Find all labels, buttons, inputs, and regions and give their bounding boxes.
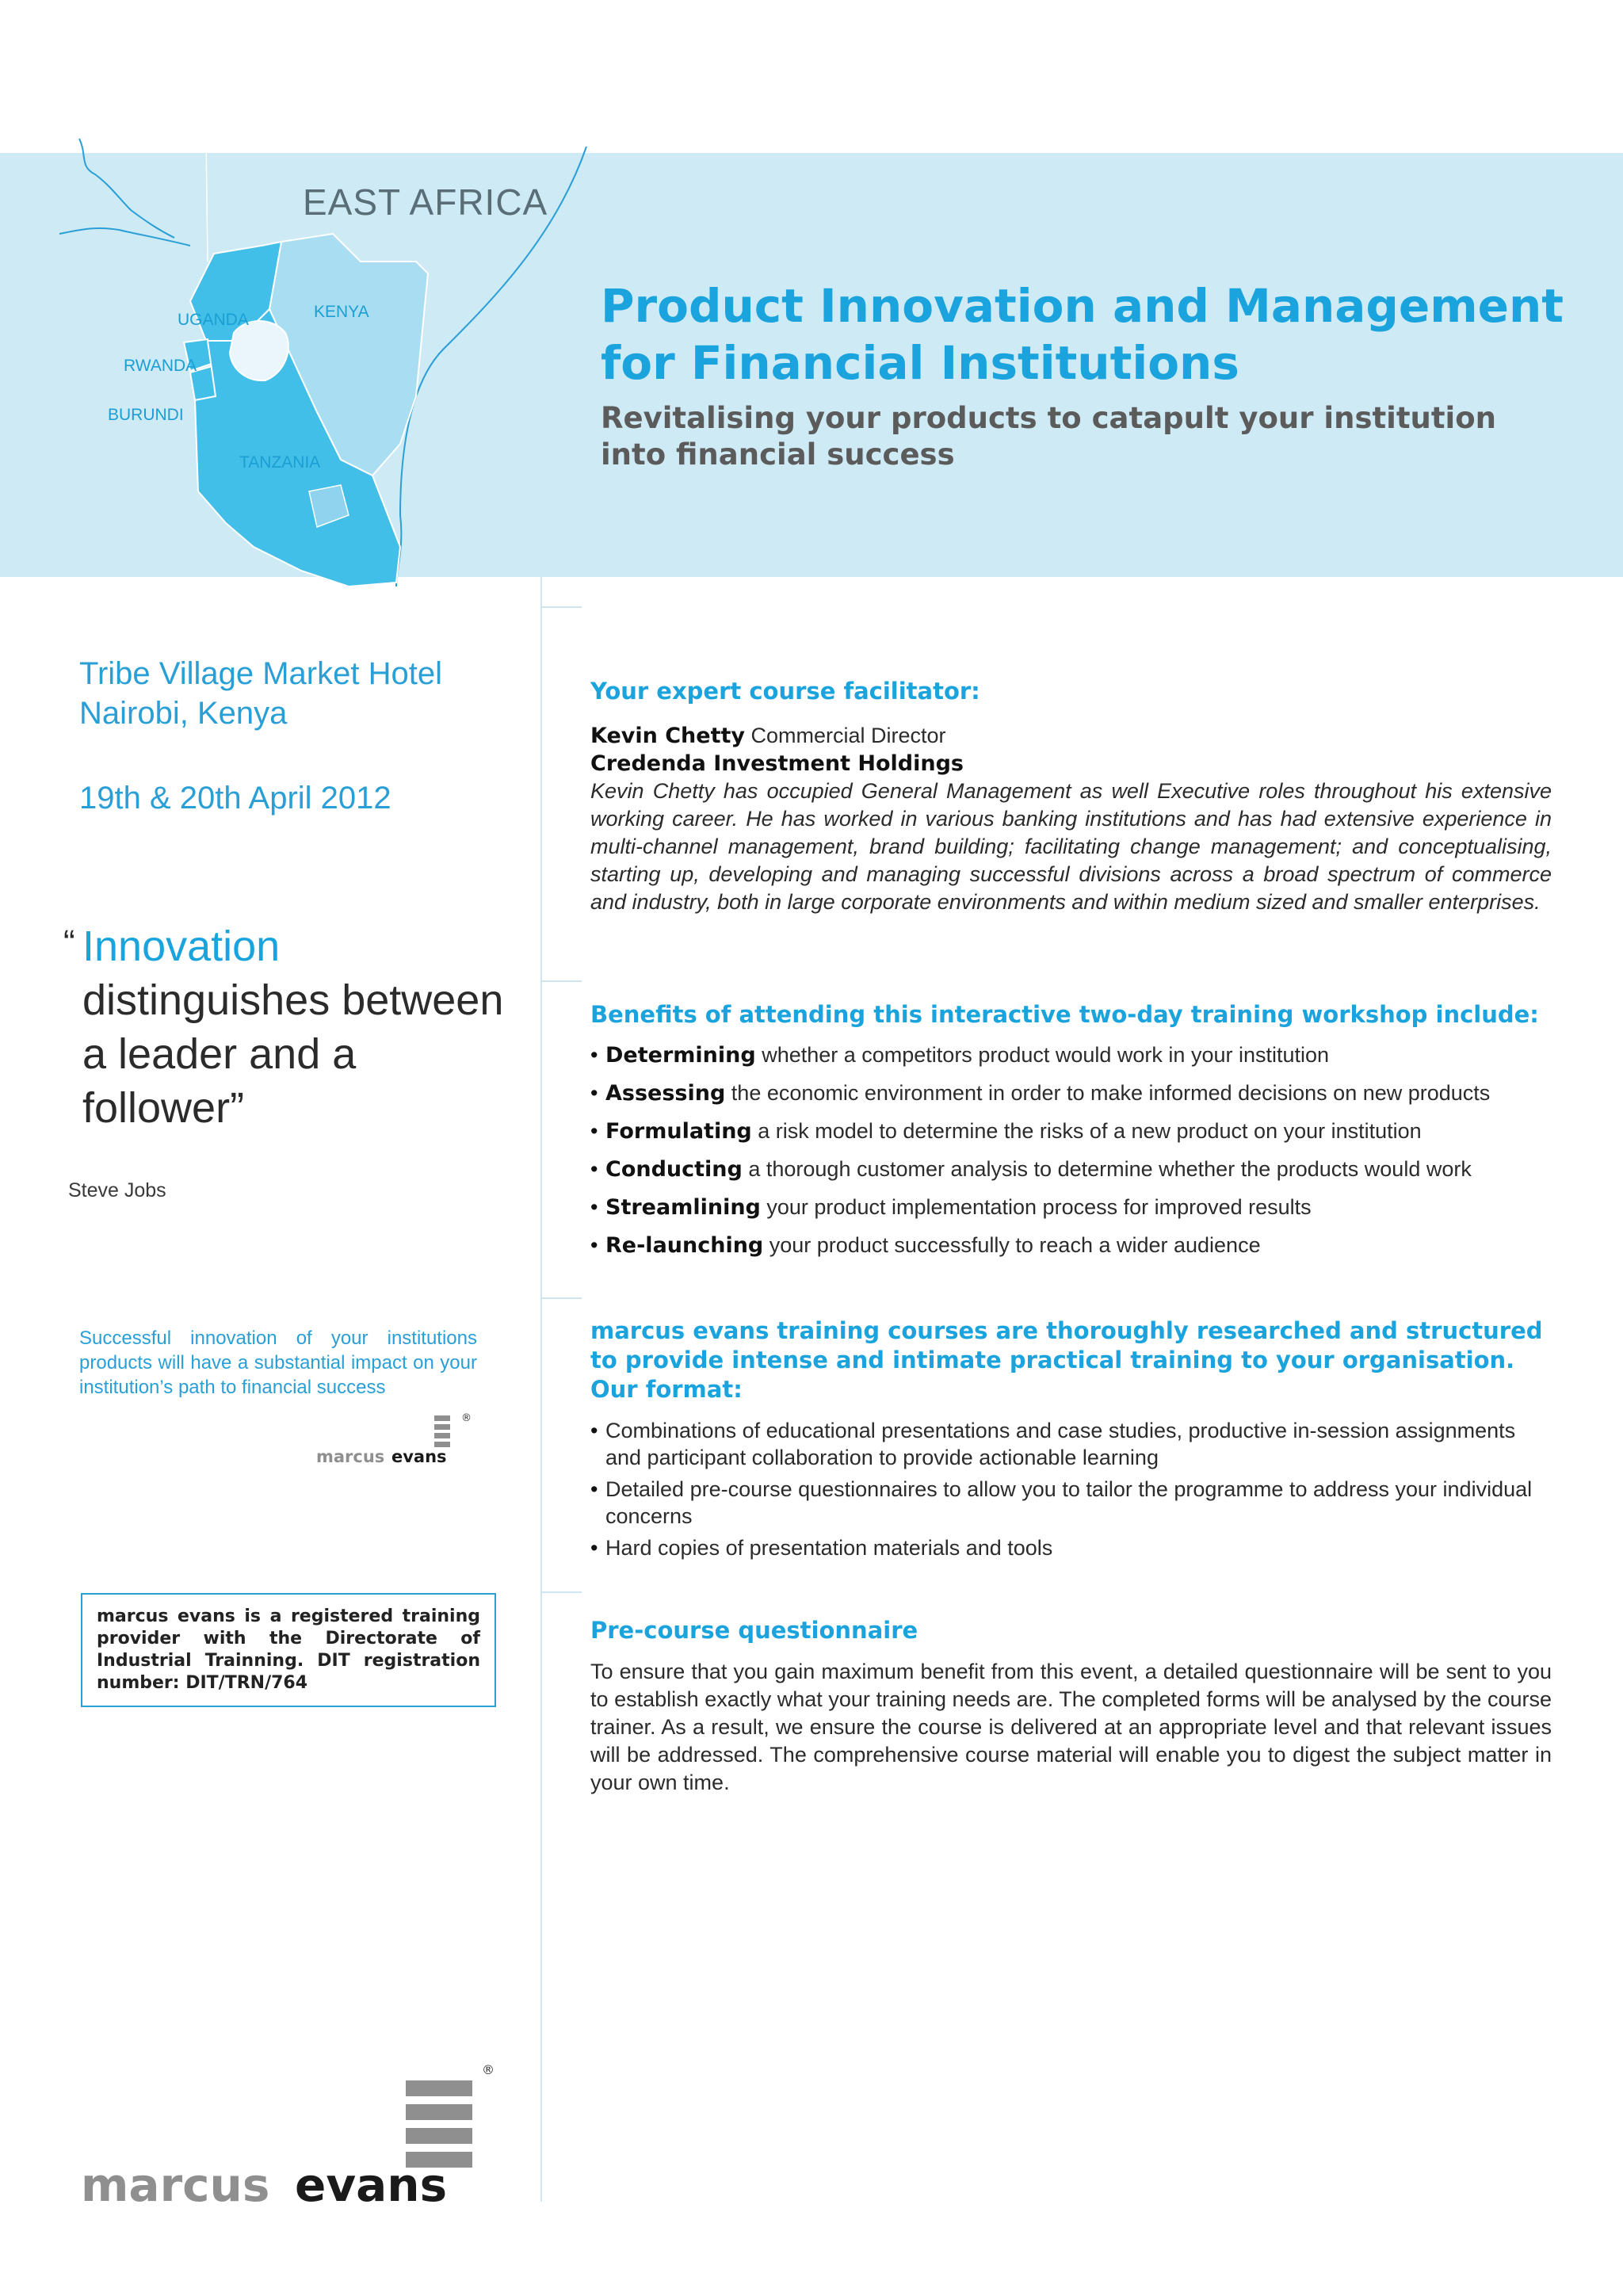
format-list (590, 1417, 1552, 1561)
list-item (590, 1191, 1552, 1229)
benefit-keyword: Determining (605, 1043, 756, 1068)
list-item: • Hard copies of presentation materials and tools (590, 1534, 1552, 1561)
title-line: for Financial Institutions (601, 336, 1239, 390)
benefit-text: the economic environment in order to make informed decisions on new products (725, 1081, 1491, 1105)
river-line (59, 228, 190, 246)
benefits-list (590, 1039, 1552, 1267)
list-item (590, 1039, 1552, 1077)
benefit-keyword: Conducting (605, 1157, 743, 1182)
registration-notice: marcus evans is a registered training provider with the Directorate of Industrial Trainning. DIT registration number: DIT/TRN/764 (81, 1593, 496, 1707)
quote (63, 919, 507, 1135)
country-label: UGANDA (178, 311, 249, 329)
marcus-evans-logo-small (314, 1412, 496, 1468)
facilitator-company: Credenda Investment Holdings (590, 751, 964, 776)
registered-mark: ® (461, 1412, 472, 1424)
benefit-keyword: Re-launching (605, 1233, 764, 1258)
section-heading: Benefits of attending this interactive two-day training workshop include: (590, 1001, 1539, 1028)
questionnaire-section (590, 1617, 1552, 1797)
venue-city: Nairobi, Kenya (79, 696, 288, 731)
facilitator-role: Commercial Director (745, 724, 946, 747)
river-line (206, 135, 208, 262)
list-item (590, 1077, 1552, 1115)
list-item: • Detailed pre-course questionnaires to allow you to tailor the programme to address your individual concerns (590, 1476, 1552, 1530)
country-label: KENYA (314, 303, 369, 321)
benefits-section (590, 1001, 1552, 1267)
quote-line: a leader and a (82, 1030, 357, 1078)
country-label: BURUNDI (108, 406, 184, 424)
divider-tick (542, 606, 582, 608)
divider-tick (542, 1297, 582, 1299)
region-title: EAST AFRICA (303, 181, 548, 223)
quote-author: Steve Jobs (68, 1179, 166, 1201)
benefit-text: your product implementation process for improved results (760, 1195, 1312, 1219)
divider-tick (542, 1591, 582, 1593)
page-subtitle: Revitalising your products to catapult your institution into financial success (601, 401, 1496, 472)
format-section (590, 1316, 1552, 1566)
benefit-keyword: Assessing (605, 1081, 726, 1106)
heading-line: marcus evans training courses are thoroughly researched and structured (590, 1317, 1543, 1344)
logo-word-evans: evans (391, 1447, 447, 1466)
registered-mark: ® (482, 2065, 495, 2077)
facilitator-bio: Kevin Chetty has occupied General Management as well Executive roles throughout his extensive working career. He has worked in various banking institutions and has had extensive experience in multi-channel management, brand building; facilitating change management; and conceptualising, starting up, developing and managing successful divisions across a broad spectrum of commerce and industry, both in large corporate environments and within medium sized and smaller enterprises. (590, 779, 1552, 914)
heading-line: to provide intense and intimate practical training to your organisation. (590, 1347, 1515, 1373)
page-title (601, 277, 1583, 392)
facilitator-section (590, 678, 1552, 916)
quote-first-word: Innovation (82, 923, 281, 970)
section-heading: Pre-course questionnaire (590, 1617, 918, 1644)
list-item: • Combinations of educational presentations and case studies, productive in-session assignments and participant collaboration to provide actionable learning (590, 1417, 1552, 1471)
column-divider (540, 577, 542, 2202)
venue (79, 654, 442, 733)
quote-line: follower” (82, 1084, 245, 1132)
event-date: 19th & 20th April 2012 (79, 781, 391, 816)
logo-word-marcus: marcus (316, 1447, 385, 1466)
benefit-text: whether a competitors product would work in your institution (755, 1043, 1330, 1067)
list-item (590, 1153, 1552, 1191)
section-heading (590, 1316, 1552, 1404)
benefit-text: your product successfully to reach a wider audience (763, 1233, 1261, 1257)
benefit-keyword: Streamlining (605, 1195, 761, 1220)
list-item (590, 1115, 1552, 1153)
country-label: RWANDA (124, 357, 197, 375)
country-label: TANZANIA (239, 453, 321, 472)
open-quote-mark: “ (63, 923, 75, 962)
marcus-evans-logo (79, 2065, 507, 2207)
facilitator-name: Kevin Chetty (590, 724, 745, 748)
logo-word-evans: evans (295, 2158, 448, 2207)
benefit-text: a risk model to determine the risks of a new product on your institution (751, 1119, 1422, 1143)
heading-line: Our format: (590, 1376, 743, 1403)
list-item (590, 1229, 1552, 1267)
benefit-text: a thorough customer analysis to determine whether the products would work (742, 1157, 1472, 1181)
benefit-keyword: Formulating (605, 1119, 752, 1144)
questionnaire-body: To ensure that you gain maximum benefit from this event, a detailed questionnaire will be sent to you to establish exactly what your training needs are. The completed forms will be analysed by the course trainer. As a result, we ensure the course is delivered at an appropriate level and that relevant issues will be addressed. The comprehensive course material will enable you to digest the subject matter in your own time. (590, 1660, 1552, 1794)
logo-word-marcus: marcus (81, 2158, 270, 2207)
quote-line: distinguishes between (82, 976, 504, 1024)
river-line (79, 139, 174, 238)
tagline: Successful innovation of your institutions products will have a substantial impact on your institution’s path to financial success (79, 1328, 477, 1398)
section-heading: Your expert course facilitator: (590, 678, 980, 705)
divider-tick (542, 980, 582, 982)
venue-name: Tribe Village Market Hotel (79, 656, 442, 691)
title-line: Product Innovation and Management (601, 279, 1564, 333)
